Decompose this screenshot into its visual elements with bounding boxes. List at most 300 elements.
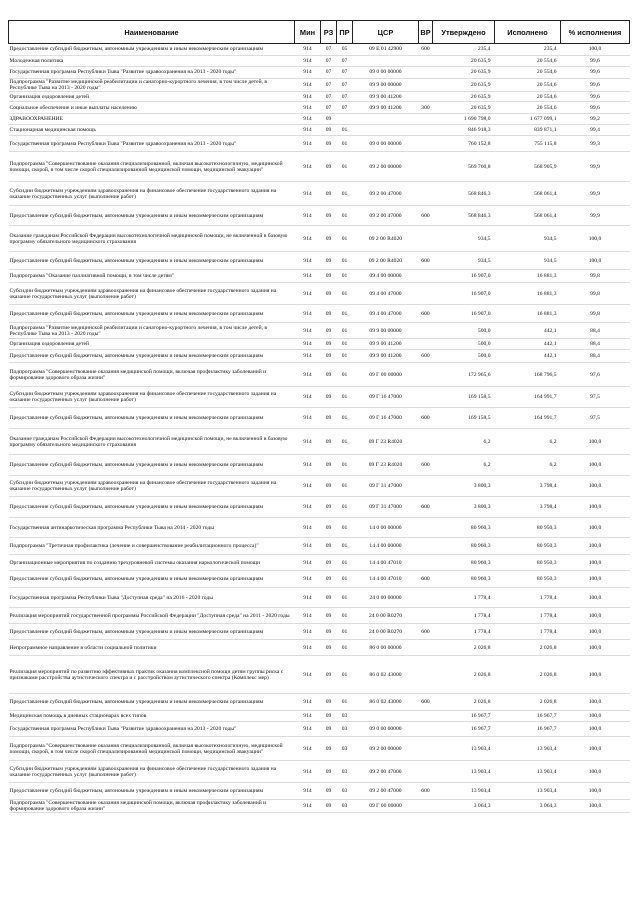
row-csr: 09 2 00 47000 [353,783,419,800]
row-approved: 760 152,8 [433,136,495,152]
row-rz: 09 [321,800,337,813]
row-rz: 09 [321,571,337,588]
row-vr: 600 [419,571,433,588]
row-min: 914 [295,283,321,305]
row-rz: 09 [321,152,337,182]
row-csr: 09 9 00 00000 [353,323,419,339]
table-row [9,305,630,323]
row-name: Подпрограмма "Совершенствование оказания медицинской помощи, включая профилактику заболеваний и формирование здорового образа жизни" [9,800,295,813]
row-vr [419,152,433,182]
table-row [9,656,630,694]
row-approved: 20 635,9 [433,92,495,102]
row-csr: 09 2 00 00000 [353,737,419,761]
table-row [9,476,630,497]
row-approved: 846 918,3 [433,125,495,136]
row-min: 914 [295,711,321,722]
table-row [9,571,630,588]
row-pr: 01 [337,476,353,497]
row-csr: 09 2 00 R4020 [353,226,419,252]
row-name: Предоставление субсидий бюджетным, автономным учреждениям и иным некоммерческим организациям [9,252,295,270]
row-approved: 2 026,8 [433,694,495,711]
row-pr: 01 [337,305,353,323]
row-csr: 09 9 00 41200 [353,339,419,350]
row-name: Подпрограмма "Развитие медицинской реабилитации и санаторно-курортного лечения, в том числе детей, в Республике Тыва на 2013 - 2020 годы" [9,323,295,339]
row-name: Государственная антинаркотическая программа Республики Тыва на 2014 - 2020 годы [9,518,295,538]
row-vr [419,656,433,694]
row-rz: 09 [321,588,337,608]
header-approved: Утверждено [433,21,495,44]
row-csr: 09 2 00 47000 [353,761,419,783]
row-executed: 16 881,3 [495,270,561,283]
row-executed: 3 064,3 [495,800,561,813]
row-rz: 07 [321,44,337,56]
row-csr: 09 2 00 47000 [353,206,419,226]
row-rz: 09 [321,323,337,339]
row-executed: 6,2 [495,455,561,476]
row-rz: 09 [321,305,337,323]
row-min: 914 [295,44,321,56]
row-name: Субсидии бюджетным учреждениям здравоохранения на финансовое обеспечение государственного задания на оказание государственных услуг (выполнение работ) [9,761,295,783]
row-min: 914 [295,305,321,323]
row-min: 914 [295,67,321,79]
row-pr: 05 [337,44,353,56]
row-min: 914 [295,270,321,283]
row-name: Предоставление субсидий бюджетным, автономным учреждениям и иным некоммерческим организациям [9,206,295,226]
row-executed: 20 554,6 [495,79,561,92]
table-row [9,497,630,518]
table-row [9,350,630,363]
row-vr: 600 [419,305,433,323]
row-vr: 600 [419,694,433,711]
row-pr: 01 [337,387,353,408]
row-name: Подпрограмма "Развитие медицинской реабилитации и санаторно-курортного лечения, в том числе детей, в Республике Тыва на 2013 - 2020 годы" [9,79,295,92]
row-vr: 600 [419,350,433,363]
row-min: 914 [295,387,321,408]
table-row [9,761,630,783]
row-vr [419,79,433,92]
row-vr: 600 [419,252,433,270]
row-rz: 09 [321,476,337,497]
row-rz: 09 [321,226,337,252]
row-approved: 80 960,3 [433,555,495,571]
row-name: Предоставление субсидий бюджетным, автономным учреждениям и иным некоммерческим организациям [9,305,295,323]
row-rz: 07 [321,79,337,92]
row-csr [353,114,419,125]
row-rz: 09 [321,455,337,476]
row-percent: 99,6 [561,56,630,67]
row-rz: 09 [321,737,337,761]
row-executed: 6,2 [495,429,561,455]
table-row [9,640,630,656]
row-approved: 568 846,3 [433,182,495,206]
row-min: 914 [295,125,321,136]
row-approved: 2 026,8 [433,656,495,694]
row-percent: 100,0 [561,640,630,656]
table-row [9,800,630,813]
row-name: Предоставление субсидий бюджетным, автономным учреждениям и иным некоммерческим организациям [9,783,295,800]
table-row [9,624,630,640]
row-approved: 16 907,0 [433,283,495,305]
row-csr: 09 9 00 00000 [353,79,419,92]
row-percent: 88,4 [561,339,630,350]
row-executed: 934,5 [495,252,561,270]
row-name: Субсидии бюджетным учреждениям здравоохранения на финансовое обеспечение государственного задания на оказание государственных услуг (выполнение работ) [9,387,295,408]
row-min: 914 [295,694,321,711]
table-row [9,694,630,711]
row-name: Оказание гражданам Российской Федерации высокотехнологичной медицинской помощи, не включенной в базовую программу обязательного медицинского страхования [9,429,295,455]
row-csr [353,125,419,136]
row-min: 914 [295,571,321,588]
row-approved: 13 903,4 [433,737,495,761]
row-vr [419,737,433,761]
row-executed: 568 061,4 [495,206,561,226]
row-min: 914 [295,640,321,656]
row-rz: 09 [321,363,337,387]
row-name: ЗДРАВООХРАНЕНИЕ [9,114,295,125]
row-csr: 09 0 00 00000 [353,722,419,737]
row-name: Предоставление субсидий бюджетным, автономным учреждениям и иным некоммерческим организациям [9,497,295,518]
row-rz: 09 [321,555,337,571]
row-percent: 99,9 [561,182,630,206]
row-executed: 16 881,3 [495,305,561,323]
row-name: Предоставление субсидий бюджетным, автономным учреждениям и иным некоммерческим организациям [9,571,295,588]
row-executed: 755 115,8 [495,136,561,152]
row-executed: 20 554,6 [495,67,561,79]
row-executed: 80 950,3 [495,571,561,588]
row-name: Подпрограмма "Третичная профилактика (лечение и совершенствование реабилитационного процесса)" [9,538,295,555]
row-vr [419,722,433,737]
row-percent: 100,0 [561,608,630,624]
table-row [9,455,630,476]
row-percent: 100,0 [561,555,630,571]
row-pr: 07 [337,79,353,92]
row-vr: 300 [419,102,433,114]
row-pr: 01 [337,571,353,588]
row-min: 914 [295,102,321,114]
row-percent: 100,0 [561,722,630,737]
row-vr [419,363,433,387]
row-vr [419,67,433,79]
header-min: Мин [295,21,321,44]
row-executed: 80 950,3 [495,518,561,538]
row-approved: 20 635,9 [433,79,495,92]
row-pr: 03 [337,783,353,800]
row-vr [419,476,433,497]
row-name: Подпрограмма "Совершенствование оказания медицинской помощи, включая профилактику заболеваний и формирование здорового образа жизни" [9,363,295,387]
row-approved: 500,0 [433,323,495,339]
row-vr [419,387,433,408]
row-approved: 169 158,5 [433,408,495,429]
table-row [9,270,630,283]
row-min: 914 [295,555,321,571]
row-percent: 99,8 [561,283,630,305]
table-row [9,44,630,56]
row-name: Молодежная политика [9,56,295,67]
row-approved: 500,0 [433,339,495,350]
table-row [9,538,630,555]
row-min: 914 [295,114,321,125]
row-approved: 3 800,3 [433,476,495,497]
row-pr: 01 [337,363,353,387]
row-vr [419,608,433,624]
row-rz: 07 [321,92,337,102]
row-name: Субсидии бюджетным учреждениям здравоохранения на финансовое обеспечение государственного задания на оказание государственных услуг (выполнение работ) [9,283,295,305]
row-csr: 09 0 00 00000 [353,136,419,152]
row-pr: 01 [337,429,353,455]
row-executed: 568 905,9 [495,152,561,182]
row-pr: 01 [337,152,353,182]
row-percent: 100,0 [561,226,630,252]
row-approved: 20 635,9 [433,102,495,114]
row-rz: 09 [321,761,337,783]
row-rz: 09 [321,518,337,538]
row-rz: 09 [321,783,337,800]
row-pr: 01 [337,226,353,252]
row-pr: 07 [337,92,353,102]
row-min: 914 [295,624,321,640]
row-pr: 01 [337,283,353,305]
row-rz: 09 [321,624,337,640]
row-pr: 07 [337,56,353,67]
row-pr: 01 [337,588,353,608]
row-percent: 100,0 [561,761,630,783]
row-rz: 09 [321,608,337,624]
row-approved: 16 967,7 [433,722,495,737]
row-csr: 24 0 00 R0270 [353,608,419,624]
row-executed: 568 061,4 [495,182,561,206]
row-min: 914 [295,79,321,92]
row-approved: 934,5 [433,226,495,252]
row-vr [419,640,433,656]
row-min: 914 [295,497,321,518]
row-csr: 14 4 00 00000 [353,538,419,555]
row-min: 914 [295,206,321,226]
row-csr: 86 0 00 00000 [353,640,419,656]
row-executed: 1 778,4 [495,588,561,608]
row-pr: 01 [337,518,353,538]
row-percent: 100,0 [561,694,630,711]
table-row [9,252,630,270]
row-vr: 600 [419,408,433,429]
row-rz: 07 [321,102,337,114]
row-vr [419,56,433,67]
row-csr: 09 Г 16 47000 [353,408,419,429]
row-csr: 09 0 00 00000 [353,67,419,79]
row-csr: 09 9 00 41200 [353,92,419,102]
row-percent: 100,0 [561,455,630,476]
row-name: Реализация мероприятий по развитию эффективных практик оказания комплексной помощи детям группы риска с признаками расстройства аутистического спектра и с расстройством аутистического спектра (Комплекс мер) [9,656,295,694]
row-vr [419,761,433,783]
row-min: 914 [295,152,321,182]
row-vr: 600 [419,624,433,640]
row-rz: 09 [321,656,337,694]
row-csr: 09 Г 31 47000 [353,476,419,497]
row-csr: 09 2 00 00000 [353,152,419,182]
row-rz: 09 [321,136,337,152]
row-csr: 86 0 02 43000 [353,656,419,694]
row-percent: 88,4 [561,323,630,339]
row-csr: 09 9 00 41200 [353,350,419,363]
row-csr: 24 0 00 R0270 [353,624,419,640]
row-min: 914 [295,323,321,339]
row-executed: 16 881,3 [495,283,561,305]
row-rz: 07 [321,56,337,67]
row-min: 914 [295,408,321,429]
row-min: 914 [295,350,321,363]
row-pr: 01 [337,497,353,518]
table-row [9,114,630,125]
row-vr [419,270,433,283]
row-percent: 100,0 [561,44,630,56]
row-approved: 20 635,9 [433,56,495,67]
header-percent: % исполнения [561,21,630,44]
row-name: Оказание гражданам Российской Федерации высокотехнологичной медицинской помощи, не включенной в базовую программу обязательного медицинского страхования [9,226,295,252]
row-approved: 6,2 [433,455,495,476]
row-name: Предоставление субсидий бюджетным, автономным учреждениям и иным некоммерческим организациям [9,694,295,711]
row-vr: 600 [419,455,433,476]
row-executed: 16 967,7 [495,722,561,737]
row-min: 914 [295,136,321,152]
row-vr [419,518,433,538]
row-executed: 235,4 [495,44,561,56]
row-executed: 16 967,7 [495,711,561,722]
row-percent: 100,0 [561,588,630,608]
row-vr [419,182,433,206]
row-approved: 568 846,3 [433,206,495,226]
row-min: 914 [295,800,321,813]
row-name: Организационные мероприятия по созданию трехуровневой системы оказания наркологической помощи [9,555,295,571]
row-csr: 14 4 00 47010 [353,571,419,588]
row-vr [419,555,433,571]
row-percent: 100,0 [561,571,630,588]
table-row [9,283,630,305]
row-min: 914 [295,92,321,102]
row-approved: 934,5 [433,252,495,270]
row-vr [419,125,433,136]
row-approved: 1 778,4 [433,608,495,624]
row-min: 914 [295,429,321,455]
row-executed: 934,5 [495,226,561,252]
row-vr [419,711,433,722]
row-csr: 09 Г 23 R4020 [353,429,419,455]
row-approved: 16 967,7 [433,711,495,722]
row-percent: 99,2 [561,114,630,125]
row-csr: 09 Г 00 00000 [353,800,419,813]
row-pr: 03 [337,722,353,737]
row-vr: 600 [419,497,433,518]
row-min: 914 [295,363,321,387]
table-row [9,152,630,182]
row-vr [419,538,433,555]
row-vr [419,226,433,252]
row-percent: 99,8 [561,270,630,283]
row-vr: 600 [419,783,433,800]
table-row [9,608,630,624]
row-vr [419,339,433,350]
table-row [9,555,630,571]
row-percent: 97,6 [561,363,630,387]
row-csr: 14 4 00 47010 [353,555,419,571]
row-approved: 500,0 [433,350,495,363]
row-name: Предоставление субсидий бюджетным, автономным учреждениям и иным некоммерческим организациям [9,455,295,476]
row-percent: 100,0 [561,737,630,761]
row-csr: 09 9 00 41200 [353,102,419,114]
row-pr: 07 [337,67,353,79]
row-name: Государственная программа Республики Тыва "Развитие здравоохранения на 2013 - 2020 годы" [9,136,295,152]
row-min: 914 [295,737,321,761]
row-name: Реализация мероприятий государственной программы Российской Федерации "Доступная среда" на 2011 - 2020 годы [9,608,295,624]
row-rz: 09 [321,270,337,283]
row-name: Организация оздоровления детей [9,339,295,350]
row-approved: 235,4 [433,44,495,56]
row-executed: 442,1 [495,339,561,350]
row-pr: 03 [337,711,353,722]
row-executed: 1 778,4 [495,624,561,640]
row-rz: 09 [321,283,337,305]
row-approved: 1 778,4 [433,624,495,640]
table-row [9,722,630,737]
table-header-row [9,21,630,44]
table-row [9,125,630,136]
row-csr: 09 Е 01 42900 [353,44,419,56]
row-approved: 3 800,3 [433,497,495,518]
row-approved: 569 760,8 [433,152,495,182]
row-rz: 09 [321,497,337,518]
row-percent: 100,0 [561,624,630,640]
row-pr: 01 [337,608,353,624]
row-csr: 09 4 00 00000 [353,270,419,283]
row-approved: 13 903,4 [433,783,495,800]
row-approved: 1 778,4 [433,588,495,608]
row-percent: 88,4 [561,350,630,363]
table-row [9,79,630,92]
row-approved: 20 635,9 [433,67,495,79]
table-body [9,44,630,813]
row-pr: 01 [337,640,353,656]
row-min: 914 [295,783,321,800]
row-name: Организация оздоровления детей [9,92,295,102]
row-approved: 16 907,0 [433,270,495,283]
table-row [9,711,630,722]
row-name: Государственная программа Республики Тыва "Развитие здравоохранения на 2013 - 2020 годы" [9,722,295,737]
row-vr [419,588,433,608]
header-vr: ВР [419,21,433,44]
row-percent: 99,6 [561,92,630,102]
row-executed: 2 026,8 [495,656,561,694]
row-executed: 20 554,6 [495,102,561,114]
row-min: 914 [295,252,321,270]
row-csr: 09 2 00 47000 [353,182,419,206]
row-min: 914 [295,722,321,737]
row-csr: 09 4 00 47000 [353,283,419,305]
row-rz: 09 [321,711,337,722]
row-approved: 80 960,3 [433,518,495,538]
row-name: Предоставление субсидий бюджетным, автономным учреждениям и иным некоммерческим организациям [9,408,295,429]
row-rz: 09 [321,408,337,429]
row-percent: 100,0 [561,497,630,518]
row-min: 914 [295,608,321,624]
row-name: Государственная программа Республики Тыва "Доступная среда" на 2016 - 2020 годы [9,588,295,608]
table-row [9,339,630,350]
row-percent: 99,4 [561,125,630,136]
row-name: Предоставление субсидий бюджетным, автономным учреждениям и иным некоммерческим организациям [9,624,295,640]
row-approved: 80 960,3 [433,571,495,588]
row-percent: 99,6 [561,67,630,79]
row-percent: 99,9 [561,206,630,226]
row-vr: 600 [419,44,433,56]
row-executed: 2 026,8 [495,694,561,711]
row-pr: 01 [337,694,353,711]
